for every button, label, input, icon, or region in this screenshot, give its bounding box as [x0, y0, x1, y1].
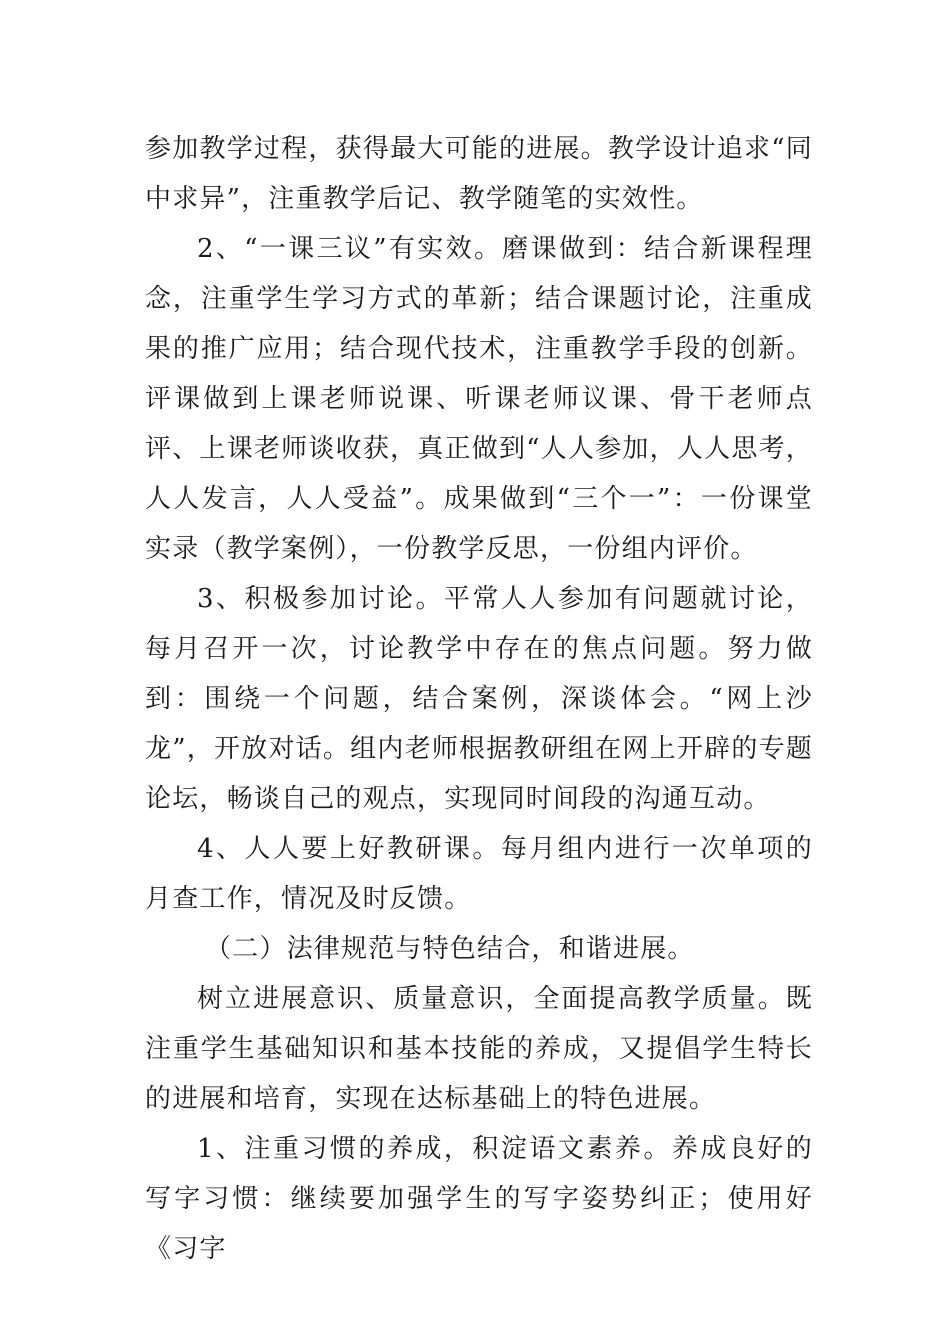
paragraph-item-1: 1、注重习惯的养成，积淀语文素养。养成良好的写字习惯：继续要加强学生的写字姿势纠正；使用好《习字 — [145, 1134, 813, 1264]
paragraph-item-3: 3、积极参加讨论。平常人人参加有问题就讨论，每月召开一次，讨论教学中存在的焦点问题。努力做到：围绕一个问题，结合案例，深谈体会。“网上沙龙”，开放对话。组内老师根据教研组在网上开辟的专题论坛，畅谈自己的观点，实现同时间段的沟通互动。 — [145, 584, 813, 814]
section-heading: （二）法律规范与特色结合，和谐进展。 — [205, 934, 695, 964]
paragraph-item-4: 4、人人要上好教研课。每月组内进行一次单项的月查工作，情况及时反馈。 — [145, 834, 813, 914]
document-body — [145, 124, 813, 1274]
paragraph-item-2: 2、“一课三议”有实效。磨课做到：结合新课程理念，注重学生学习方式的革新；结合课题讨论，注重成果的推广应用；结合现代技术，注重教学手段的创新。评课做到上课老师说课、听课老师议课、骨干老师点评、上课老师谈收获，真正做到“人人参加，人人思考，人人发言，人人受益”。成果做到“三个一”：一份课堂实录（教学案例），一份教学反思，一份组内评价。 — [145, 234, 813, 564]
paragraph-section-intro: 树立进展意识、质量意识，全面提高教学质量。既注重学生基础知识和基本技能的养成，又提倡学生特长的进展和培育，实现在达标基础上的特色进展。 — [145, 984, 813, 1114]
paragraph-continuation: 参加教学过程，获得最大可能的进展。教学设计追求“同中求异”，注重教学后记、教学随笔的实效性。 — [145, 134, 813, 214]
